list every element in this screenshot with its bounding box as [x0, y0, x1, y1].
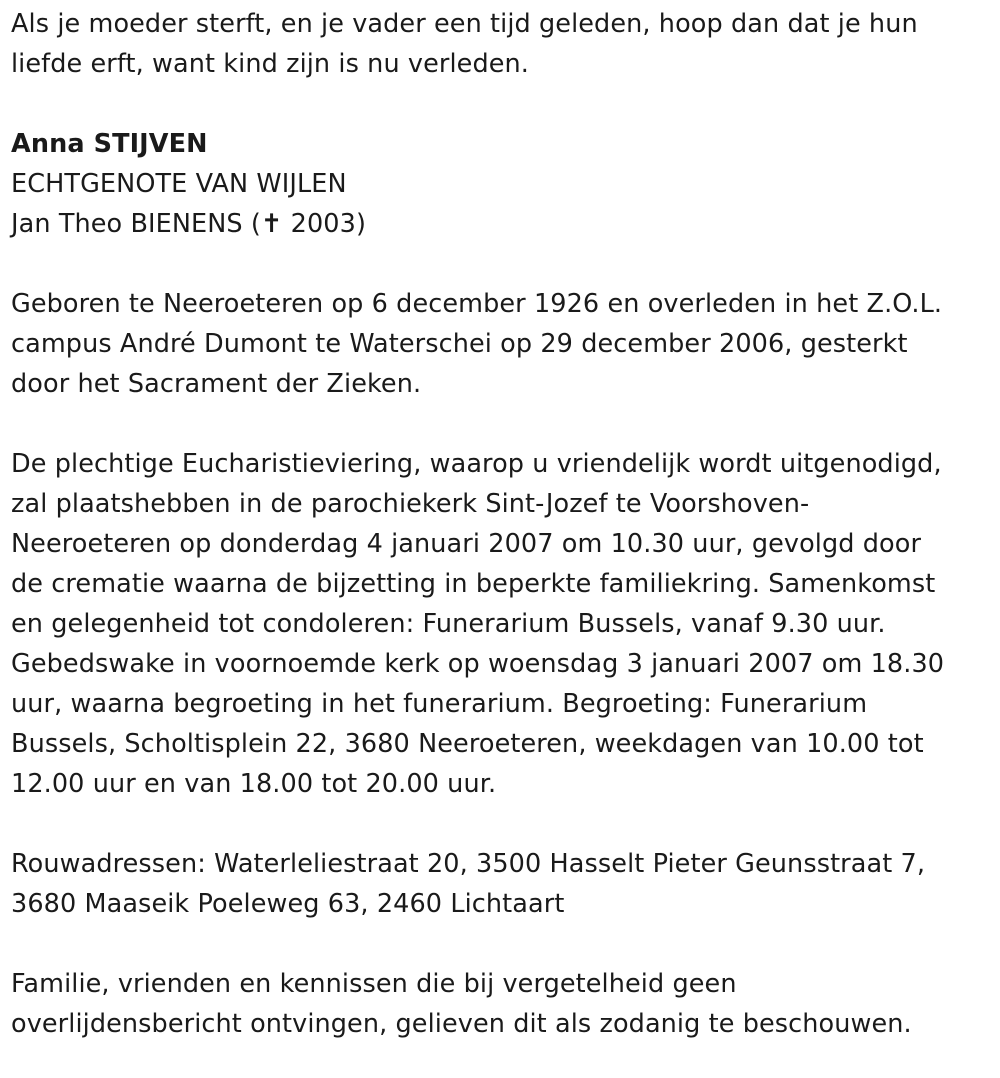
text-line: Geboren te Neeroeteren op 6 december 1926 en overleden in het Z.O.L. [11, 289, 943, 319]
text-line: 12.00 uur en van 18.00 tot 20.00 uur. [11, 769, 497, 799]
text-line: Bussels, Scholtisplein 22, 3680 Neeroeteren, weekdagen van 10.00 tot [11, 729, 924, 759]
text-line: Rouwadressen: Waterleliestraat 20, 3500 Hasselt Pieter Geunsstraat 7, [11, 849, 926, 879]
text-line: Neeroeteren op donderdag 4 januari 2007 om 10.30 uur, gevolgd door [11, 529, 922, 559]
spacer [11, 924, 986, 964]
text-line: door het Sacrament der Zieken. [11, 369, 422, 399]
text-line: zal plaatshebben in de parochiekerk Sint-Jozef te Voorshoven- [11, 489, 810, 519]
spacer [11, 244, 986, 284]
closing-paragraph [11, 964, 986, 1044]
spouse-name: Jan Theo BIENENS (✝ 2003) [11, 209, 366, 239]
text-line: campus André Dumont te Waterschei op 29 december 2006, gesterkt [11, 329, 908, 359]
text-line: uur, waarna begroeting in het funerarium. Begroeting: Funerarium [11, 689, 868, 719]
poem-line: Als je moeder sterft, en je vader een tijd geleden, hoop dan dat je hun [11, 9, 918, 39]
obituary-notice [11, 4, 986, 1044]
ceremony-paragraph [11, 444, 986, 804]
relation-label: ECHTGENOTE VAN WIJLEN [11, 169, 347, 199]
text-line: de crematie waarna de bijzetting in beperkte familiekring. Samenkomst [11, 569, 936, 599]
text-line: 3680 Maaseik Poeleweg 63, 2460 Lichtaart [11, 889, 565, 919]
poem [11, 4, 986, 84]
spacer [11, 804, 986, 844]
addresses-paragraph [11, 844, 986, 924]
deceased-name: Anna STIJVEN [11, 129, 208, 159]
spacer [11, 404, 986, 444]
text-line: en gelegenheid tot condoleren: Funerarium Bussels, vanaf 9.30 uur. [11, 609, 886, 639]
deceased-block [11, 124, 986, 244]
text-line: Familie, vrienden en kennissen die bij vergetelheid geen [11, 969, 737, 999]
text-line: Gebedswake in voornoemde kerk op woensdag 3 januari 2007 om 18.30 [11, 649, 945, 679]
birth-death-paragraph [11, 284, 986, 404]
spacer [11, 84, 986, 124]
poem-line: liefde erft, want kind zijn is nu verleden. [11, 49, 529, 79]
text-line: overlijdensbericht ontvingen, gelieven dit als zodanig te beschouwen. [11, 1009, 912, 1039]
text-line: De plechtige Eucharistieviering, waarop u vriendelijk wordt uitgenodigd, [11, 449, 942, 479]
